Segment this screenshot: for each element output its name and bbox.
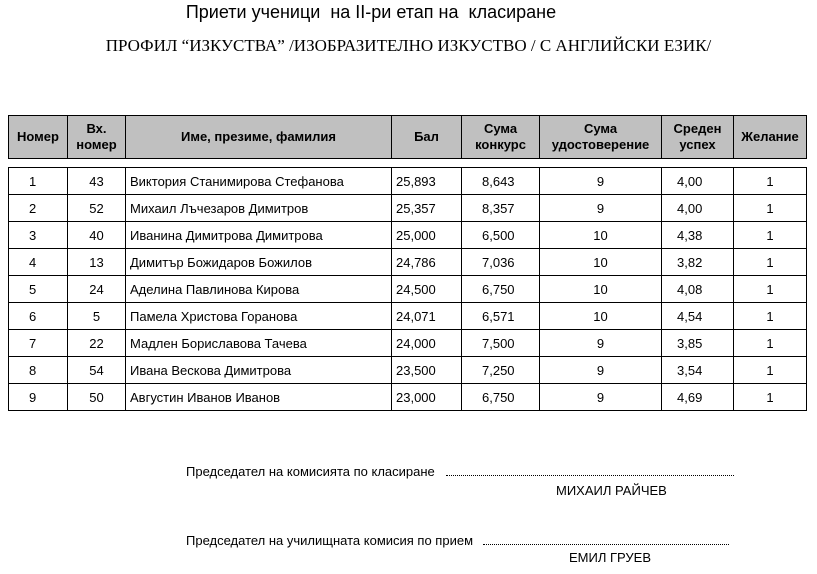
cell-score: 25,893	[392, 168, 462, 195]
cell-sum-cert: 10	[540, 222, 662, 249]
header-score: Бал	[392, 116, 462, 159]
cell-in-num: 50	[68, 384, 126, 411]
header-in-num: Вх. номер	[68, 116, 126, 159]
cell-name: Иванина Димитрова Димитрова	[126, 222, 392, 249]
cell-avg: 3,54	[662, 357, 734, 384]
header-avg: Среден успех	[662, 116, 734, 159]
cell-avg: 4,00	[662, 195, 734, 222]
cell-sum-exam: 7,250	[462, 357, 540, 384]
header-name: Име, презиме, фамилия	[126, 116, 392, 159]
table-row	[9, 249, 807, 276]
table-row	[9, 384, 807, 411]
cell-avg: 3,82	[662, 249, 734, 276]
cell-wish: 1	[734, 276, 807, 303]
cell-avg: 3,85	[662, 330, 734, 357]
chair-admission-label: Председател на училищната комисия по прием	[186, 533, 474, 548]
cell-sum-cert: 9	[540, 195, 662, 222]
table-row	[9, 303, 807, 330]
cell-name: Мадлен Бориславова Тачева	[126, 330, 392, 357]
cell-avg: 4,38	[662, 222, 734, 249]
cell-name: Димитър Божидаров Божилов	[126, 249, 392, 276]
cell-wish: 1	[734, 384, 807, 411]
cell-sum-cert: 10	[540, 303, 662, 330]
cell-sum-cert: 10	[540, 276, 662, 303]
cell-in-num: 24	[68, 276, 126, 303]
cell-num: 6	[9, 303, 68, 330]
table-header	[8, 115, 807, 159]
cell-name: Михаил Лъчезаров Димитров	[126, 195, 392, 222]
header-wish: Желание	[734, 116, 807, 159]
cell-sum-exam: 6,500	[462, 222, 540, 249]
cell-in-num: 13	[68, 249, 126, 276]
cell-score: 24,786	[392, 249, 462, 276]
cell-sum-exam: 7,036	[462, 249, 540, 276]
cell-sum-exam: 6,750	[462, 276, 540, 303]
cell-num: 5	[9, 276, 68, 303]
cell-name: Августин Иванов Иванов	[126, 384, 392, 411]
cell-wish: 1	[734, 168, 807, 195]
signature-dots	[483, 543, 729, 545]
chair-ranking-name: МИХАИЛ РАЙЧЕВ	[556, 483, 667, 498]
header-sum-cert: Сума удостоверение	[540, 116, 662, 159]
chair-admission-name: ЕМИЛ ГРУЕВ	[569, 550, 652, 565]
cell-score: 24,000	[392, 330, 462, 357]
cell-sum-exam: 7,500	[462, 330, 540, 357]
cell-sum-exam: 6,571	[462, 303, 540, 330]
table-row	[9, 330, 807, 357]
title-line-2: ПРОФИЛ “ИЗКУСТВА” /ИЗОБРАЗИТЕЛНО ИЗКУСТВО / С АНГЛИЙСКИ ЕЗИК/	[105, 36, 712, 55]
cell-num: 7	[9, 330, 68, 357]
cell-wish: 1	[734, 249, 807, 276]
header-sum-exam: Сума конкурс	[462, 116, 540, 159]
cell-num: 9	[9, 384, 68, 411]
signature-dots	[446, 474, 734, 476]
table-row	[9, 168, 807, 195]
cell-wish: 1	[734, 195, 807, 222]
cell-score: 25,000	[392, 222, 462, 249]
cell-name: Аделина Павлинова Кирова	[126, 276, 392, 303]
cell-num: 8	[9, 357, 68, 384]
table-row	[9, 276, 807, 303]
cell-sum-cert: 9	[540, 357, 662, 384]
cell-avg: 4,54	[662, 303, 734, 330]
cell-in-num: 52	[68, 195, 126, 222]
cell-sum-cert: 9	[540, 384, 662, 411]
cell-sum-cert: 9	[540, 168, 662, 195]
cell-in-num: 43	[68, 168, 126, 195]
cell-in-num: 54	[68, 357, 126, 384]
cell-wish: 1	[734, 330, 807, 357]
cell-in-num: 22	[68, 330, 126, 357]
cell-avg: 4,08	[662, 276, 734, 303]
cell-score: 23,500	[392, 357, 462, 384]
title-line-1: Приети ученици на II-ри етап на класиране	[185, 2, 557, 22]
cell-avg: 4,00	[662, 168, 734, 195]
cell-wish: 1	[734, 357, 807, 384]
cell-score: 25,357	[392, 195, 462, 222]
cell-name: Виктория Станимирова Стефанова	[126, 168, 392, 195]
cell-name: Памела Христова Горанова	[126, 303, 392, 330]
cell-sum-exam: 8,357	[462, 195, 540, 222]
cell-num: 3	[9, 222, 68, 249]
cell-num: 2	[9, 195, 68, 222]
cell-in-num: 5	[68, 303, 126, 330]
cell-in-num: 40	[68, 222, 126, 249]
cell-num: 4	[9, 249, 68, 276]
cell-score: 24,071	[392, 303, 462, 330]
chair-ranking-line	[186, 464, 734, 479]
chair-admission-line	[186, 533, 729, 548]
table-row	[9, 195, 807, 222]
table-row	[9, 357, 807, 384]
header-num: Номер	[9, 116, 68, 159]
cell-wish: 1	[734, 222, 807, 249]
cell-sum-cert: 10	[540, 249, 662, 276]
cell-sum-exam: 6,750	[462, 384, 540, 411]
cell-score: 23,000	[392, 384, 462, 411]
cell-sum-exam: 8,643	[462, 168, 540, 195]
cell-name: Ивана Вескова Димитрова	[126, 357, 392, 384]
cell-avg: 4,69	[662, 384, 734, 411]
chair-ranking-label: Председател на комисията по класиране	[186, 464, 435, 479]
cell-wish: 1	[734, 303, 807, 330]
cell-num: 1	[9, 168, 68, 195]
cell-sum-cert: 9	[540, 330, 662, 357]
cell-score: 24,500	[392, 276, 462, 303]
results-table	[8, 167, 807, 411]
table-row	[9, 222, 807, 249]
